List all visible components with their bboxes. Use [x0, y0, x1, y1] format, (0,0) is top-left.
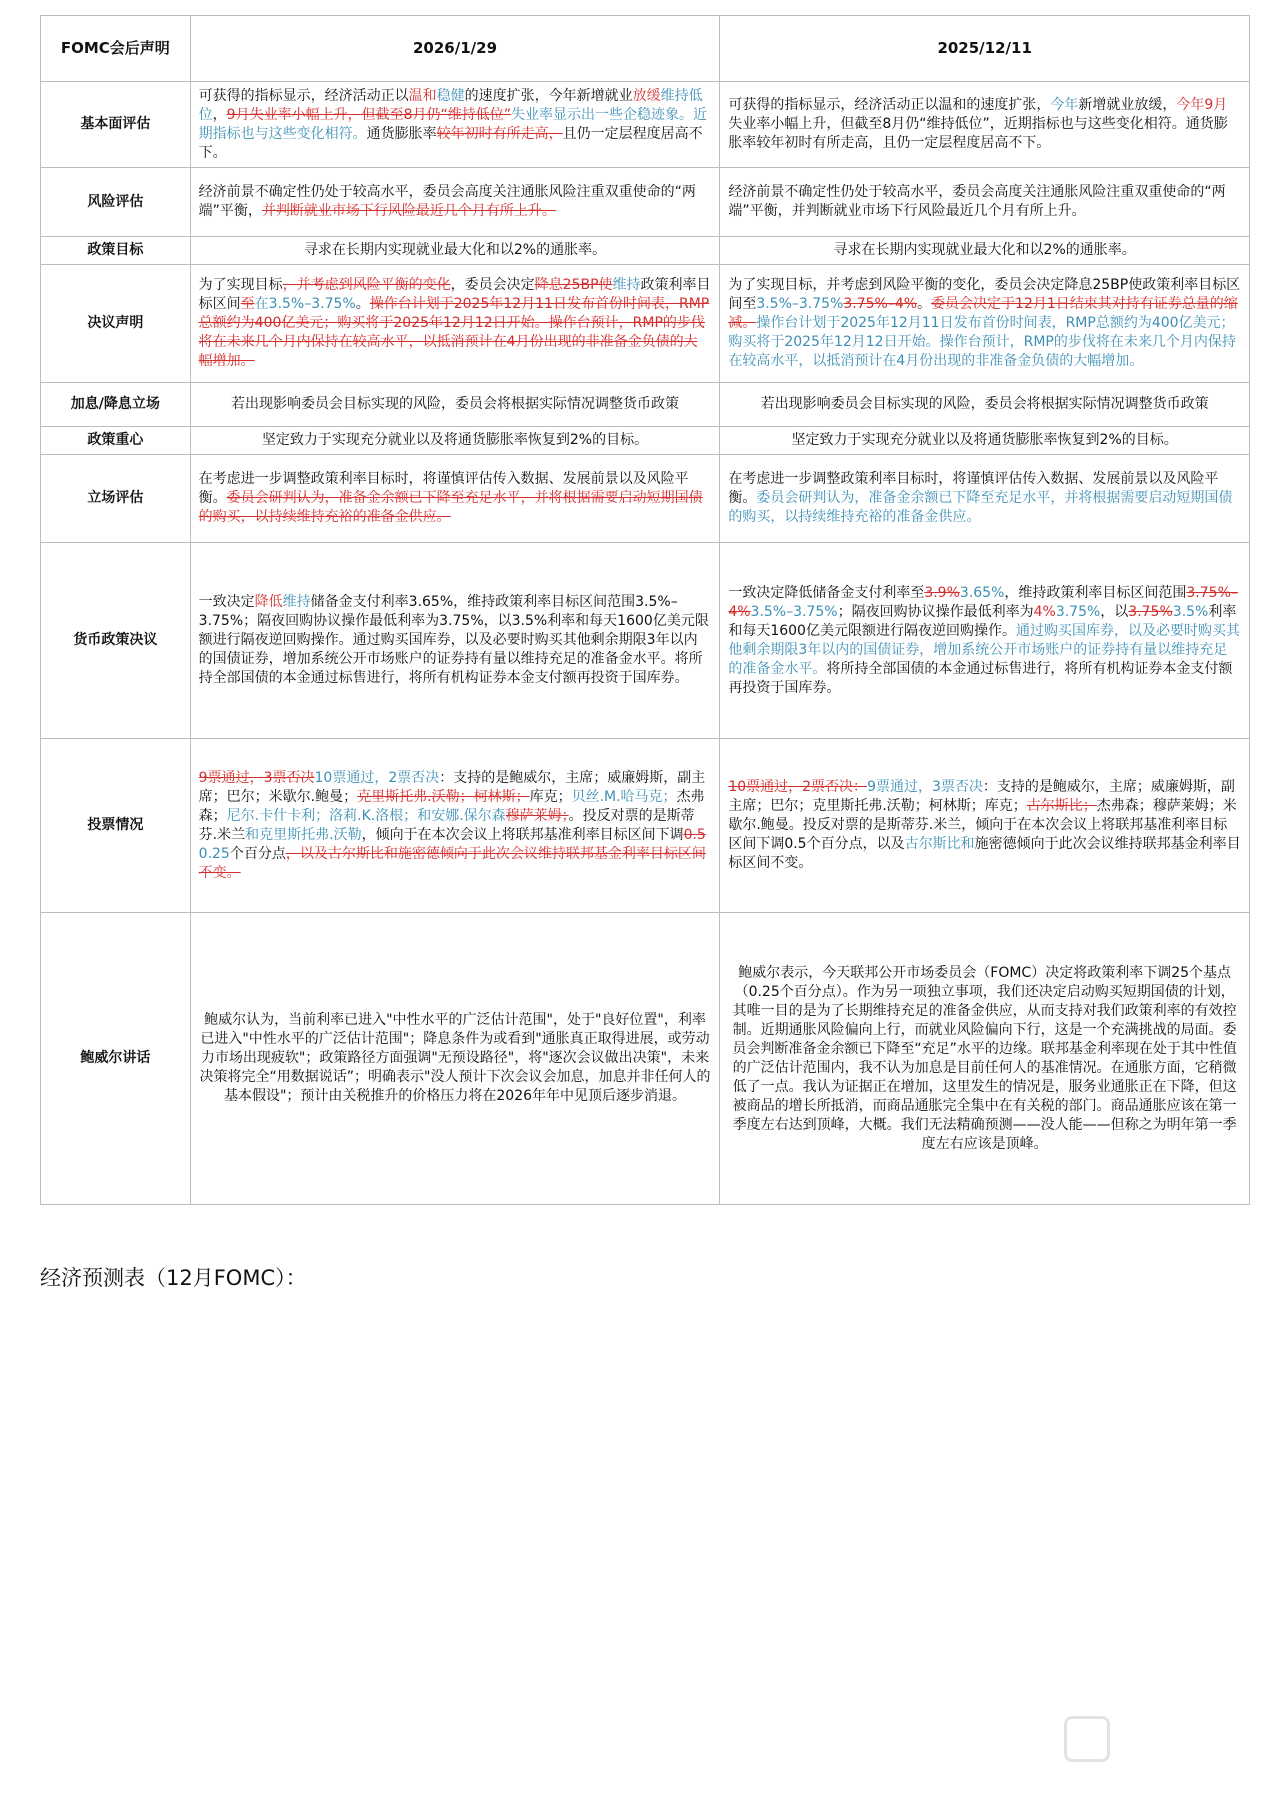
text-segment: ，维持政策利率目标区间范围: [1004, 584, 1187, 601]
text-segment: 温和: [408, 87, 437, 104]
text-segment: 0.5: [683, 826, 706, 843]
text-segment: 维持: [612, 277, 641, 293]
row-fundamentals: [41, 82, 1250, 168]
text-segment: ，以及古尔斯比和施密德倾向于此次会议维持联邦基金利率目标区间不变。: [198, 845, 706, 881]
text-segment: 和克里斯托弗.沃勒: [245, 826, 362, 843]
row-label: 鲍威尔讲话: [41, 913, 191, 1205]
row-powell-speech: [41, 913, 1250, 1205]
text-segment: 一致决定降低储备金支付利率至: [728, 584, 925, 601]
text-segment: 若出现影响委员会目标实现的风险，委员会将根据实际情况调整货币政策: [231, 396, 679, 412]
forecast-table-caption: 经济预测表（12月FOMC）：: [40, 1266, 307, 1290]
cell-2026: [190, 82, 720, 168]
text-segment: 杰弗森；: [198, 788, 705, 824]
text-segment: 克里斯托弗.沃勒；柯林斯；: [357, 788, 530, 805]
header-date-2025: 2025/12/11: [720, 16, 1250, 82]
text-segment: 经济前景不确定性仍处于较高水平，委员会高度关注通胀风险注重双重使命的“两端”平衡，并判断就业市场下行风险最近几个月有所上升。: [728, 184, 1226, 219]
text-segment: 3.75%–4%: [728, 584, 1238, 620]
text-segment: 可获得的指标显示，经济活动正以温和的速度扩张，: [728, 97, 1051, 113]
cell-2025: [720, 455, 1250, 543]
text-segment: 4%: [1033, 603, 1056, 620]
text-segment: 并判断就业市场下行风险最近几个月有所上升。: [261, 203, 556, 219]
text-segment: 古尔斯比；: [1026, 798, 1097, 814]
text-segment: 尼尔.卡什卡利；洛莉.K.洛根；和安娜.保尔森: [226, 807, 506, 824]
row-label: 决议声明: [41, 265, 191, 383]
cell-2026: [190, 265, 720, 383]
text-segment: 一致决定: [198, 594, 255, 610]
cell-2025: [720, 543, 1250, 739]
row-label: 风险评估: [41, 168, 191, 237]
cell-2025: [720, 237, 1250, 265]
text-segment: 降息25BP使: [534, 277, 613, 293]
text-segment: 放缓: [632, 87, 661, 104]
row-label: 政策重心: [41, 427, 191, 455]
text-segment: 鲍威尔认为，当前利率已进入"中性水平的广泛估计范围"，处于"良好位置"，利率已进入"中性水平的广泛估计范围"；降息条件为或看到"通胀真正取得进展，或劳动力市场出现疲软"；政策路径方面强调"无预设路径"，将"逐次会议做出决策"，未来决策将完全“用数据说话”；明确表示"没人预计下次会议会加息，加息并非任何人的基本假设"；预计由关税推升的价格压力将在2026年年中见顶后逐步消退。: [199, 1012, 711, 1104]
text-segment: 委员会研判认为，准备金余额已下降至充足水平，并将根据需要启动短期国债的购买，以持续维持充裕的准备金供应。: [198, 490, 703, 525]
text-segment: ，倾向于在本次会议上将联邦基准利率目标区间下调: [361, 826, 684, 843]
text-segment: 3.65%: [959, 584, 1005, 601]
row-label: 政策目标: [41, 237, 191, 265]
text-segment: 委员会研判认为，准备金余额已下降至充足水平，并将根据需要启动短期国债的购买，以持续维持充裕的准备金供应。: [728, 490, 1233, 525]
text-segment: 若出现影响委员会目标实现的风险，委员会将根据实际情况调整货币政策: [760, 396, 1209, 412]
row-label: 货币政策决议: [41, 543, 191, 739]
text-segment: 政策利率目标区间: [198, 277, 711, 312]
row-label: 基本面评估: [41, 82, 191, 168]
text-segment: 维持低位: [198, 87, 703, 123]
text-segment: 0.25: [198, 845, 230, 862]
text-segment: 穆萨莱姆；: [505, 807, 569, 824]
text-segment: 3.5%–3.75%: [756, 296, 844, 312]
text-segment: 3.75%: [1128, 603, 1173, 620]
watermark-logo: [1064, 1710, 1254, 1772]
text-segment: 。: [355, 296, 370, 312]
text-segment: ，: [212, 106, 227, 123]
text-segment: 通货膨胀率: [366, 125, 437, 142]
text-segment: 10票通过，2票否决：: [728, 779, 868, 795]
text-segment: 施密德倾向于此次会议维持联邦基金利率目标区间不变。: [728, 836, 1241, 871]
row-label: 投票情况: [41, 739, 191, 913]
text-segment: 库克；: [529, 788, 572, 805]
text-segment: 3.75%: [1055, 603, 1101, 620]
text-segment: 古尔斯比和: [904, 836, 975, 852]
text-segment: 操作台计划于2025年12月11日发布首份时间表，RMP总额约为400亿美元；购买将于2025年12月12日开始。操作台预计，RMP的步伐将在未来几个月内保持在较高水平，以抵消预计在4月份出现的非准备金负债的大幅增加。: [728, 315, 1236, 369]
text-segment: 今年: [1050, 97, 1079, 113]
text-segment: 储备金支付利率3.65%，维持政策利率目标区间范围3.5%–3.75%；隔夜回购协议操作最低利率为3.75%，以3.5%利率和每天1600亿美元限额进行隔夜逆回购操作。通过购买国库券，以及必要时购买其他剩余期限3年以内的国债证券，增加系统公开市场账户的证券持有量以维持充足的准备金水平。将所持全部国债的本金通过标售进行，将所有机构证券本金支付额再投资于国库券。: [198, 594, 709, 686]
text-segment: 至: [240, 296, 255, 312]
text-segment: 经济前景不确定性仍处于较高水平，委员会高度关注通胀风险注重双重使命的“两端”平衡，: [198, 184, 696, 219]
header-label-column: FOMC会后声明: [41, 16, 191, 82]
table-header-row: [41, 16, 1250, 82]
text-segment: 较年初时有所走高，: [436, 125, 563, 142]
text-segment: 在考虑进一步调整政策利率目标时，将谨慎评估传入数据、发展前景以及风险平衡。: [728, 471, 1219, 506]
row-stance-assessment: [41, 455, 1250, 543]
text-segment: 坚定致力于实现充分就业以及将通货膨胀率恢复到2%的目标。: [791, 432, 1178, 448]
text-segment: 。投反对票的是斯蒂芬.米兰: [198, 807, 695, 843]
text-segment: 9票通过，3票否决: [198, 769, 315, 786]
cell-2025: [720, 82, 1250, 168]
text-segment: 失业率显示出一些企稳迹象。近期指标也与这些变化相符。: [198, 106, 707, 142]
text-segment: 且仍一定层程度居高不下。: [198, 125, 703, 161]
row-risk-assessment: [41, 168, 1250, 237]
cell-2026: [190, 455, 720, 543]
text-segment: 可获得的指标显示，经济活动正以: [198, 87, 409, 104]
text-segment: 鲍威尔表示，今天联邦公开市场委员会（FOMC）决定将政策利率下调25个基点（0.25个百分点）。作为另一项独立事项，我们还决定启动购买短期国债的计划，其唯一目的是为了长期维持充足的准备金供应，从而支持对我们政策利率的有效控制。近期通胀风险偏向上行，而就业风险偏向下行，这是一个充满挑战的局面。委员会判断准备金余额已下降至“充足”水平的边缘。联邦基金利率现在处于其中性值的广泛估计范围内，我不认为加息是目前任何人的基准情况。在通胀方面，它稍微低了一点。我认为证据正在增加，这里发生的情况是，服务业通胀正在下降，但这被商品的增长所抵消，而商品通胀完全集中在有关税的部门。商品通胀应该在第一季度左右达到顶峰，大概。我们无法精确预测——没人能——但称之为明年第一季度左右应该是顶峰。: [732, 964, 1237, 1152]
text-segment: 10票通过，2票否决: [314, 769, 440, 786]
text-segment: 利率和每天1600亿美元限额进行隔夜逆回购操作。: [728, 603, 1237, 639]
row-monetary-decision: [41, 543, 1250, 739]
cell-2025: [720, 383, 1250, 427]
cell-2026: [190, 427, 720, 455]
text-segment: 。: [917, 296, 932, 312]
row-label: 加息/降息立场: [41, 383, 191, 427]
row-policy-goal: [41, 237, 1250, 265]
text-segment: ：支持的是鲍威尔，主席；威廉姆斯，副主席；巴尔；米歇尔.鲍曼；: [198, 769, 706, 805]
text-segment: 寻求在长期内实现就业最大化和以2%的通胀率。: [303, 242, 607, 258]
row-policy-focus: [41, 427, 1250, 455]
text-segment: ，并考虑到风险平衡的变化: [282, 277, 451, 293]
text-segment: 稳健: [436, 87, 465, 104]
row-voting: [41, 739, 1250, 913]
text-segment: 在考虑进一步调整政策利率目标时，将谨慎评估传入数据、发展前景以及风险平衡。: [198, 471, 689, 506]
cell-2026: [190, 168, 720, 237]
text-segment: 贝丝.M.哈马克；: [571, 788, 677, 805]
cell-2025: [720, 427, 1250, 455]
row-decision-statement: [41, 265, 1250, 383]
text-segment: 降低: [254, 594, 283, 610]
text-segment: ；隔夜回购协议操作最低利率为: [837, 603, 1034, 620]
cell-2026: [190, 543, 720, 739]
text-segment: 新增就业放缓，: [1078, 97, 1177, 113]
text-segment: 3.75%–4%: [843, 296, 918, 312]
text-segment: 9票通过，3票否决: [867, 779, 983, 795]
text-segment: 3.5%–3.75%: [750, 603, 838, 620]
cell-2026: [190, 913, 720, 1205]
text-segment: 寻求在长期内实现就业最大化和以2%的通胀率。: [833, 242, 1136, 258]
fomc-comparison-table: [40, 15, 1250, 1205]
cell-2026: [190, 237, 720, 265]
text-segment: 通过购买国库券，以及必要时购买其他剩余期限3年以内的国债证券，增加系统公开市场账户的证券持有量以维持充足的准备金水平。: [728, 622, 1240, 677]
row-rate-stance: [41, 383, 1250, 427]
cell-2025: [720, 913, 1250, 1205]
text-segment: 坚定致力于实现充分就业以及将通货膨胀率恢复到2%的目标。: [261, 432, 649, 448]
text-segment: ，以: [1100, 603, 1129, 620]
cell-2025: [720, 739, 1250, 913]
text-segment: 个百分点: [229, 845, 286, 862]
cell-2025: [720, 265, 1250, 383]
cell-2025: [720, 168, 1250, 237]
watermark-icon: [1064, 1716, 1110, 1762]
text-segment: 维持: [282, 594, 311, 610]
cell-2026: [190, 383, 720, 427]
text-segment: 委员会决定于12月1日结束其对持有证券总量的缩减。: [728, 296, 1238, 331]
text-segment: 为了实现目标: [198, 277, 283, 293]
text-segment: 的速度扩张，今年新增就业: [464, 87, 633, 104]
text-segment: ，委员会决定: [450, 277, 535, 293]
row-label: 立场评估: [41, 455, 191, 543]
text-segment: 操作台计划于2025年12月11日发布首份时间表，RMP总额约为400亿美元；购买将于2025年12月12日开始。操作台预计，RMP的步伐将在未来几个月内保持在较高水平，以抵消预计在4月份出现的非准备金负债的大幅增加。: [198, 296, 710, 369]
text-segment: 杰弗森；穆萨莱姆；米歇尔.鲍曼。投反对票的是斯蒂芬.米兰，倾向于在本次会议上将联邦基准利率目标区间下调0.5个百分点，以及: [728, 798, 1237, 852]
text-segment: 将所持全部国债的本金通过标售进行，将所有机构证券本金支付额再投资于国库券。: [728, 660, 1233, 696]
text-segment: 在3.5%–3.75%: [254, 296, 356, 312]
text-segment: 3.9%: [924, 584, 960, 601]
text-segment: 失业率小幅上升，但截至8月仍“维持低位”，近期指标也与这些变化相符。通货膨胀率较年初时有所走高，且仍一定层程度居高不下。: [728, 116, 1228, 151]
text-segment: 3.5%: [1172, 603, 1209, 620]
text-segment: ：支持的是鲍威尔，主席；威廉姆斯，副主席；巴尔；克里斯托弗.沃勒；柯林斯；库克；: [728, 779, 1235, 814]
text-segment: 今年9月: [1176, 97, 1228, 113]
text-segment: 9月失业率小幅上升，但截至8月仍“维持低位”: [226, 106, 511, 123]
cell-2026: [190, 739, 720, 913]
text-segment: 为了实现目标，并考虑到风险平衡的变化，委员会决定降息25BP使政策利率目标区间至: [728, 277, 1241, 312]
header-date-2026: 2026/1/29: [190, 16, 720, 82]
